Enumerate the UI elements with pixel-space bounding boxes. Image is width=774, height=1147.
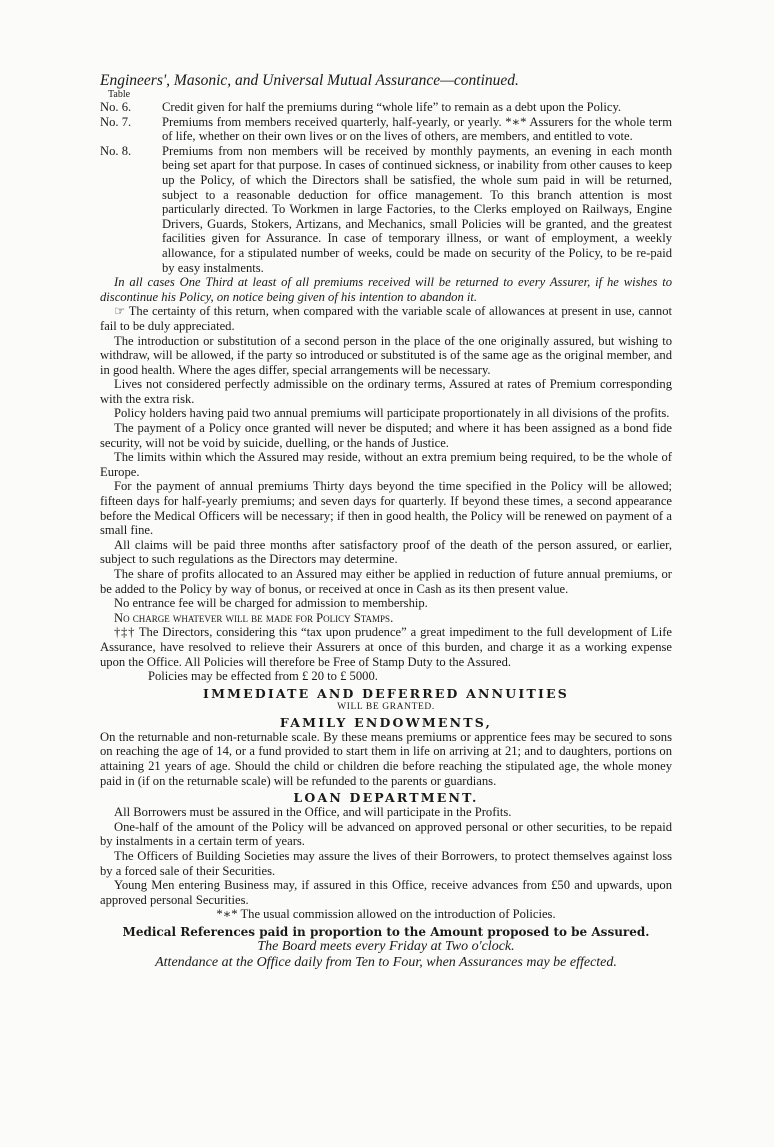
paragraph: No entrance fee will be charged for admission to membership. <box>114 596 428 611</box>
medical-references: Medical References paid in proportion to the Amount proposed to be Assured. <box>122 924 650 939</box>
item-text: Premiums from non members will be received by monthly payments, an evening in each month being set apart for that purpose. In cases of continued sickness, or inability from other causes to keep up the Policy, of which the Directors shall be satisfied, the whole sum paid in will be returned, subject to a reasonable deduction for office management. To this branch attention is most particularly directed. To Workmen in large Factories, to the Clerks employed on Railways, Engine Drivers, Guards, Stokers, Artizans, and Mechanics, small Policies will be granted, and the greatest facilities given for Assurance. In case of temporary illness, or want of employment, a weekly allowance, for a stipulated number of weeks, could be made on security of the Policy, to be re-paid by easy instalments. <box>162 143 672 275</box>
paragraph: All Borrowers must be assured in the Office, and will participate in the Profits. <box>114 805 512 820</box>
loan-heading: LOAN DEPARTMENT. <box>293 790 479 806</box>
annuities-subheading: WILL BE GRANTED. <box>337 701 435 712</box>
item-number: No. 8. <box>100 143 132 158</box>
paragraph: The limits within which the Assured may reside, without an extra premium being required, to be the whole of Europe. <box>100 450 672 479</box>
item-number: No. 7. <box>100 114 132 129</box>
endowments-text: On the returnable and non-returnable scale. By these means premiums or apprentice fees may be secured to sons on reaching the age of 14, or a fund provided to start them in life on arriving at 21; and to daughters, portions on attaining 21 years of age. Should the child or children die before reaching the stipulated age, the whole money paid in (if on the returnable scale) will be refunded to the parents or guardians. <box>100 729 672 788</box>
paragraph: †‡† The Directors, considering this “tax upon prudence” a great impediment to the full development of Life Assurance, have resolved to relieve their Assurers at once of this burden, and charge it as a working expense upon the Office. All Policies will therefore be Free of Stamp Duty to the Assured. <box>100 625 672 669</box>
attendance-hours: Attendance at the Office daily from Ten to Four, when Assurances may be effected. <box>155 954 617 970</box>
paragraph: The payment of a Policy once granted will never be disputed; and where it has been assigned as a bond fide security, will not be void by suicide, duelling, or the hands of Justice. <box>100 421 672 450</box>
paragraph: Young Men entering Business may, if assured in this Office, receive advances from £50 and upwards, upon approved personal Securities. <box>100 878 672 907</box>
paragraph: All claims will be paid three months after satisfactory proof of the death of the person assured, or earlier, subject to such regulations as the Directors may determine. <box>100 537 672 567</box>
paragraph: No charge whatever will be made for Policy Stamps. <box>114 610 394 625</box>
endowments-heading: FAMILY ENDOWMENTS, <box>279 714 493 730</box>
paragraph: In all cases One Third at least of all premiums received will be returned to every Assurer, if he wishes to discontinue his Policy, on notice being given of his intention to abandon it. <box>100 275 672 304</box>
commission-note: *∗* The usual commission allowed on the introduction of Policies. <box>216 907 556 922</box>
paragraph: The Officers of Building Societies may assure the lives of their Borrowers, to protect themselves against loss by a forced sale of their Securities. <box>100 848 672 878</box>
paragraph: The share of profits allocated to an Assured may either be applied in reduction of future annual premiums, or be added to the Policy by way of bonus, or received at once in Cash as its then present value. <box>100 567 672 596</box>
item-text: Credit given for half the premiums during “whole life” to remain as a debt upon the Policy. <box>162 100 622 114</box>
list-item <box>100 115 672 144</box>
item-number: No. 6. <box>100 100 132 114</box>
paragraph: For the payment of annual premiums Thirty days beyond the time specified in the Policy will be allowed; fifteen days for half-yearly premiums; and seven days for quarterly. If beyond these times, a second appearance before the Medical Officers will be necessary; if then in good health, the Policy will be renewed on payment of a small fine. <box>100 479 672 538</box>
paragraph: Policy holders having paid two annual premiums will participate proportionately in all divisions of the profits. <box>114 406 670 421</box>
running-head: Engineers', Masonic, and Universal Mutual Assurance—continued. <box>100 72 519 89</box>
policies-range: Policies may be effected from £ 20 to £ 5000. <box>148 669 378 684</box>
paragraph: One-half of the amount of the Policy will be advanced on approved personal or other securities, to be repaid by instalments in a certain term of years. <box>100 819 672 849</box>
list-item <box>100 144 672 275</box>
page-content <box>100 72 672 971</box>
item-text: Premiums from members received quarterly, half-yearly, or yearly. *∗* Assurers for the whole term of life, whether on their own lives or on the lives of others, are members, and entitled to vote. <box>162 114 672 144</box>
list-item <box>100 100 672 115</box>
table-label: Table <box>108 89 131 100</box>
paragraph: The introduction or substitution of a second person in the place of the one originally assured, but wishing to withdraw, will be allowed, if the party so introduced or substituted is of the same age as the original member, and in good health. Where the ages differ, special arrangements will be necessary. <box>100 333 672 377</box>
board-meetings: The Board meets every Friday at Two o'clock. <box>257 938 515 954</box>
annuities-heading: IMMEDIATE AND DEFERRED ANNUITIES <box>203 685 569 701</box>
paragraph: ☞ The certainty of this return, when compared with the variable scale of allowances at present in use, cannot fail to be duly appreciated. <box>100 304 672 333</box>
paragraph: Lives not considered perfectly admissible on the ordinary terms, Assured at rates of Premium corresponding with the extra risk. <box>100 377 672 406</box>
